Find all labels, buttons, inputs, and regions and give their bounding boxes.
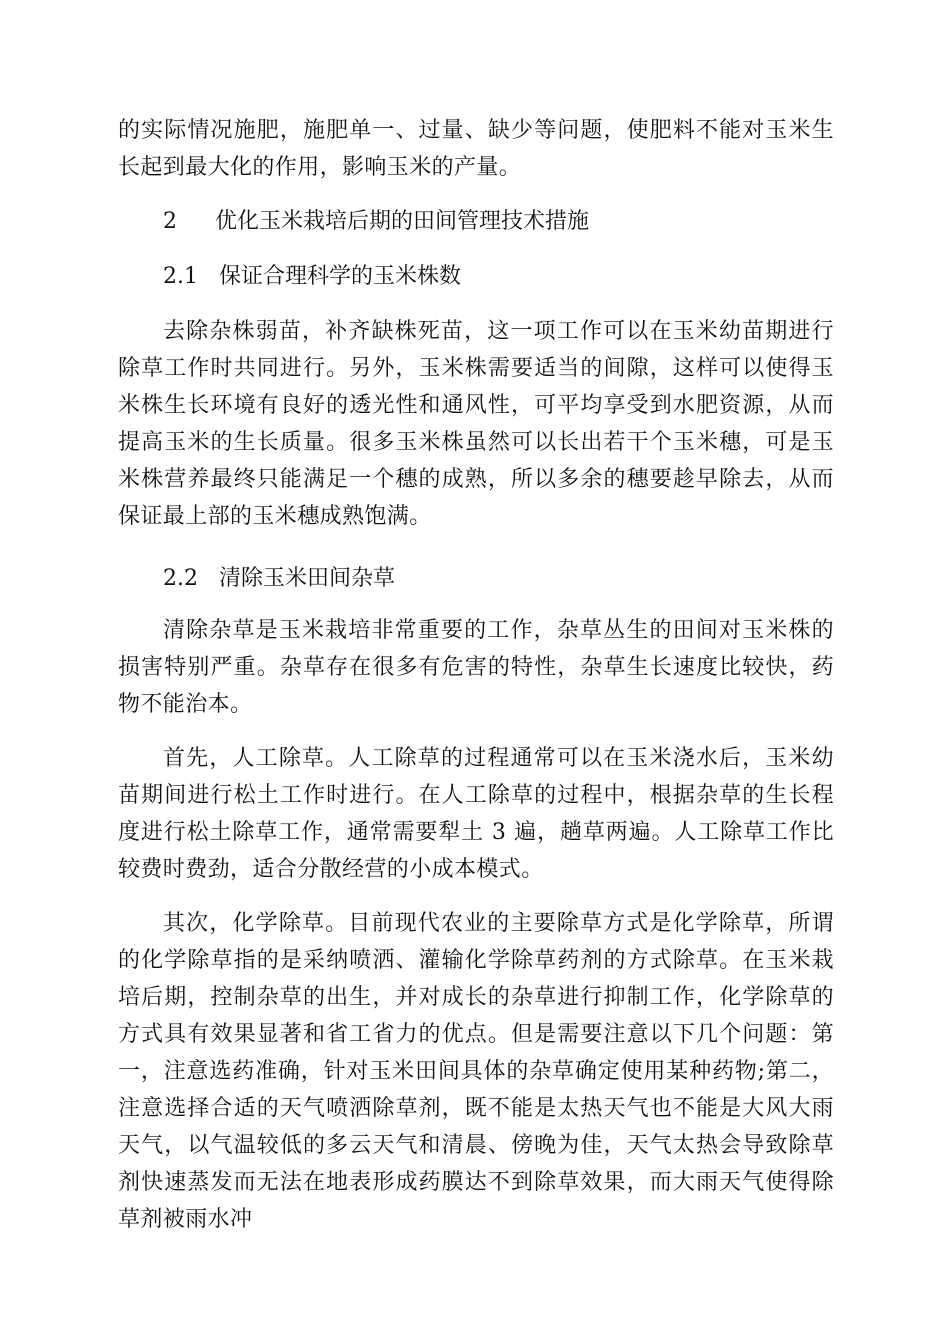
- section-title: 优化玉米栽培后期的田间管理技术措施: [215, 209, 590, 234]
- paragraph-weeds-intro: 清除杂草是玉米栽培非常重要的工作，杂草丛生的田间对玉米株的损害特别严重。杂草存在很多有危害的特性，杂草生长速度比较快，药物不能治本。: [118, 618, 834, 717]
- paragraph-manual-weeding: 首先，人工除草。人工除草的过程通常可以在玉米浇水后，玉米幼苗期间进行松土工作时进行。在人工除草的过程中，根据杂草的生长程度进行松土除草工作，通常需要犁土 3 遍，趟草两遍。人工除草工作比较费时费劲，适合分散经营的小成本模式。: [118, 746, 834, 882]
- paragraph-plant-count: 去除杂株弱苗，补齐缺株死苗，这一项工作可以在玉米幼苗期进行除草工作时共同进行。另外，玉米株需要适当的间隙，这样可以使得玉米株生长环境有良好的透光性和通风性，可平均享受到水肥资源，从而提高玉米的生长质量。很多玉米株虽然可以长出若干个玉米穗，可是玉米株营养最终只能满足一个穗的成熟，所以多余的穗要趁早除去，从而保证最上部的玉米穗成熟饱满。: [118, 319, 834, 529]
- section-number: 2: [163, 209, 177, 234]
- section-title: 保证合理科学的玉米株数: [219, 264, 462, 289]
- paragraph-chemical-weeding: 其次，化学除草。目前现代农业的主要除草方式是化学除草，所谓的化学除草指的是采纳喷洒、灌输化学除草药剂的方式除草。在玉米栽培后期，控制杂草的出生，并对成长的杂草进行抑制工作，化学除草的方式具有效果显著和省工省力的优点。但是需要注意以下几个问题：第一，注意选药准确，针对玉米田间具体的杂草确定使用某种药物;第二，注意选择合适的天气喷洒除草剂，既不能是太热天气也不能是大风大雨天气，以气温较低的多云天气和清晨、傍晚为佳，天气太热会导致除草剂快速蒸发而无法在地表形成药膜达不到除草效果，而大雨天气使得除草剂被雨水冲: [118, 911, 834, 1232]
- section-number: 2.2: [163, 566, 198, 591]
- section-heading-2-1: [163, 258, 461, 295]
- section-title: 清除玉米田间杂草: [219, 566, 396, 591]
- section-heading-2-2: [163, 560, 395, 597]
- section-heading-2: [163, 203, 589, 240]
- section-number: 2.1: [163, 264, 198, 289]
- paragraph-continued: 的实际情况施肥，施肥单一、过量、缺少等问题，使肥料不能对玉米生长起到最大化的作用，影响玉米的产量。: [118, 118, 834, 180]
